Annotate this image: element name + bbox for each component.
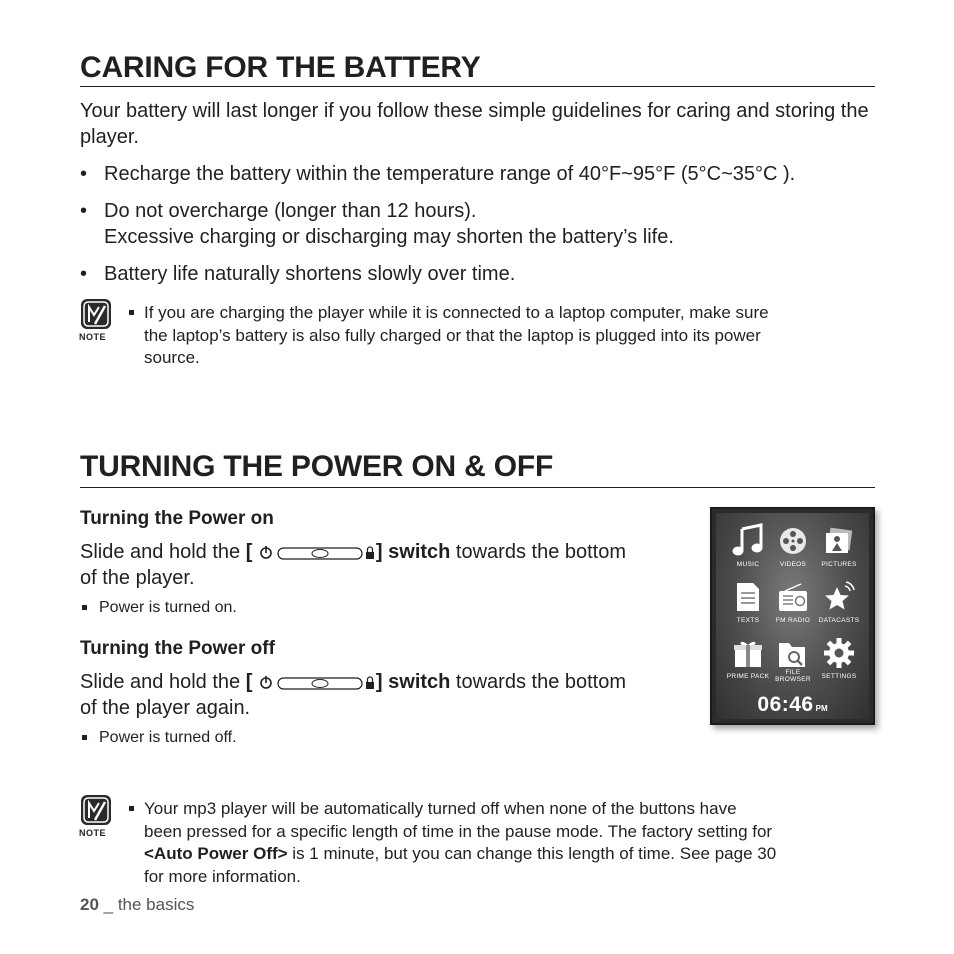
power-off-result: Power is turned off. [99, 729, 237, 746]
note-text: Your mp3 player will be automatically turned off when none of the buttons have been pressed for a specific length of time in the pause mode. The factory setting for <Auto Power Off> is 1 minute, but you can change this length of time. See page 30 for more information. [144, 799, 777, 886]
app-videos: VIDEOS [768, 523, 818, 568]
app-music: MUSIC [723, 523, 773, 568]
music-note-icon [731, 523, 765, 557]
app-texts: TEXTS [723, 579, 773, 624]
power-off-heading: Turning the Power off [80, 638, 275, 659]
power-on-heading: Turning the Power on [80, 508, 274, 529]
power-switch-icon [258, 543, 376, 563]
note-label: NOTE [79, 828, 107, 838]
power-on-result: Power is turned on. [99, 599, 237, 616]
folder-search-icon [777, 639, 809, 669]
result-bullet [82, 735, 87, 740]
note-label: NOTE [79, 332, 107, 342]
title-divider [80, 487, 875, 488]
app-fm-radio: FM RADIO [768, 579, 818, 624]
note-bullet [129, 806, 134, 811]
section-title-caring-battery: CARING FOR THE BATTERY [80, 51, 481, 84]
app-file-browser: FILE BROWSER [768, 635, 818, 683]
radio-icon [777, 583, 809, 613]
document-icon [735, 581, 761, 613]
player-screen [716, 513, 869, 719]
gift-box-icon [732, 637, 764, 669]
section-title-power: TURNING THE POWER ON & OFF [80, 450, 554, 483]
note-pencil-icon [80, 794, 112, 826]
note-text: If you are charging the player while it is connected to a laptop computer, make sure the laptop’s battery is also fully charged or that the laptop is plugged into its power source. [144, 303, 769, 367]
mp3-player-screen-image [710, 507, 875, 725]
app-pictures: PICTURES [814, 523, 864, 568]
intro-paragraph: Your battery will last longer if you follow these simple guidelines for caring and storing the player. [80, 100, 869, 148]
film-reel-icon [777, 525, 809, 557]
pictures-icon [823, 527, 855, 557]
title-divider [80, 86, 875, 87]
star-broadcast-icon [823, 581, 855, 613]
gear-icon [823, 637, 855, 669]
note-bullet [129, 310, 134, 315]
page-footer: 20 _ the basics [80, 895, 195, 914]
app-datacasts: DATACASTS [814, 579, 864, 624]
app-settings: SETTINGS [814, 635, 864, 680]
app-prime-pack: PRIME PACK [723, 635, 773, 680]
clock-display: 06:46 PM [757, 693, 828, 716]
power-switch-icon [258, 673, 376, 693]
result-bullet [82, 605, 87, 610]
note-pencil-icon [80, 298, 112, 330]
power-off-instruction: Slide and hold the [ ] switch towards the bottom of the player again. [80, 671, 627, 719]
power-on-instruction: Slide and hold the [ ] switch towards the bottom of the player. [80, 541, 627, 589]
